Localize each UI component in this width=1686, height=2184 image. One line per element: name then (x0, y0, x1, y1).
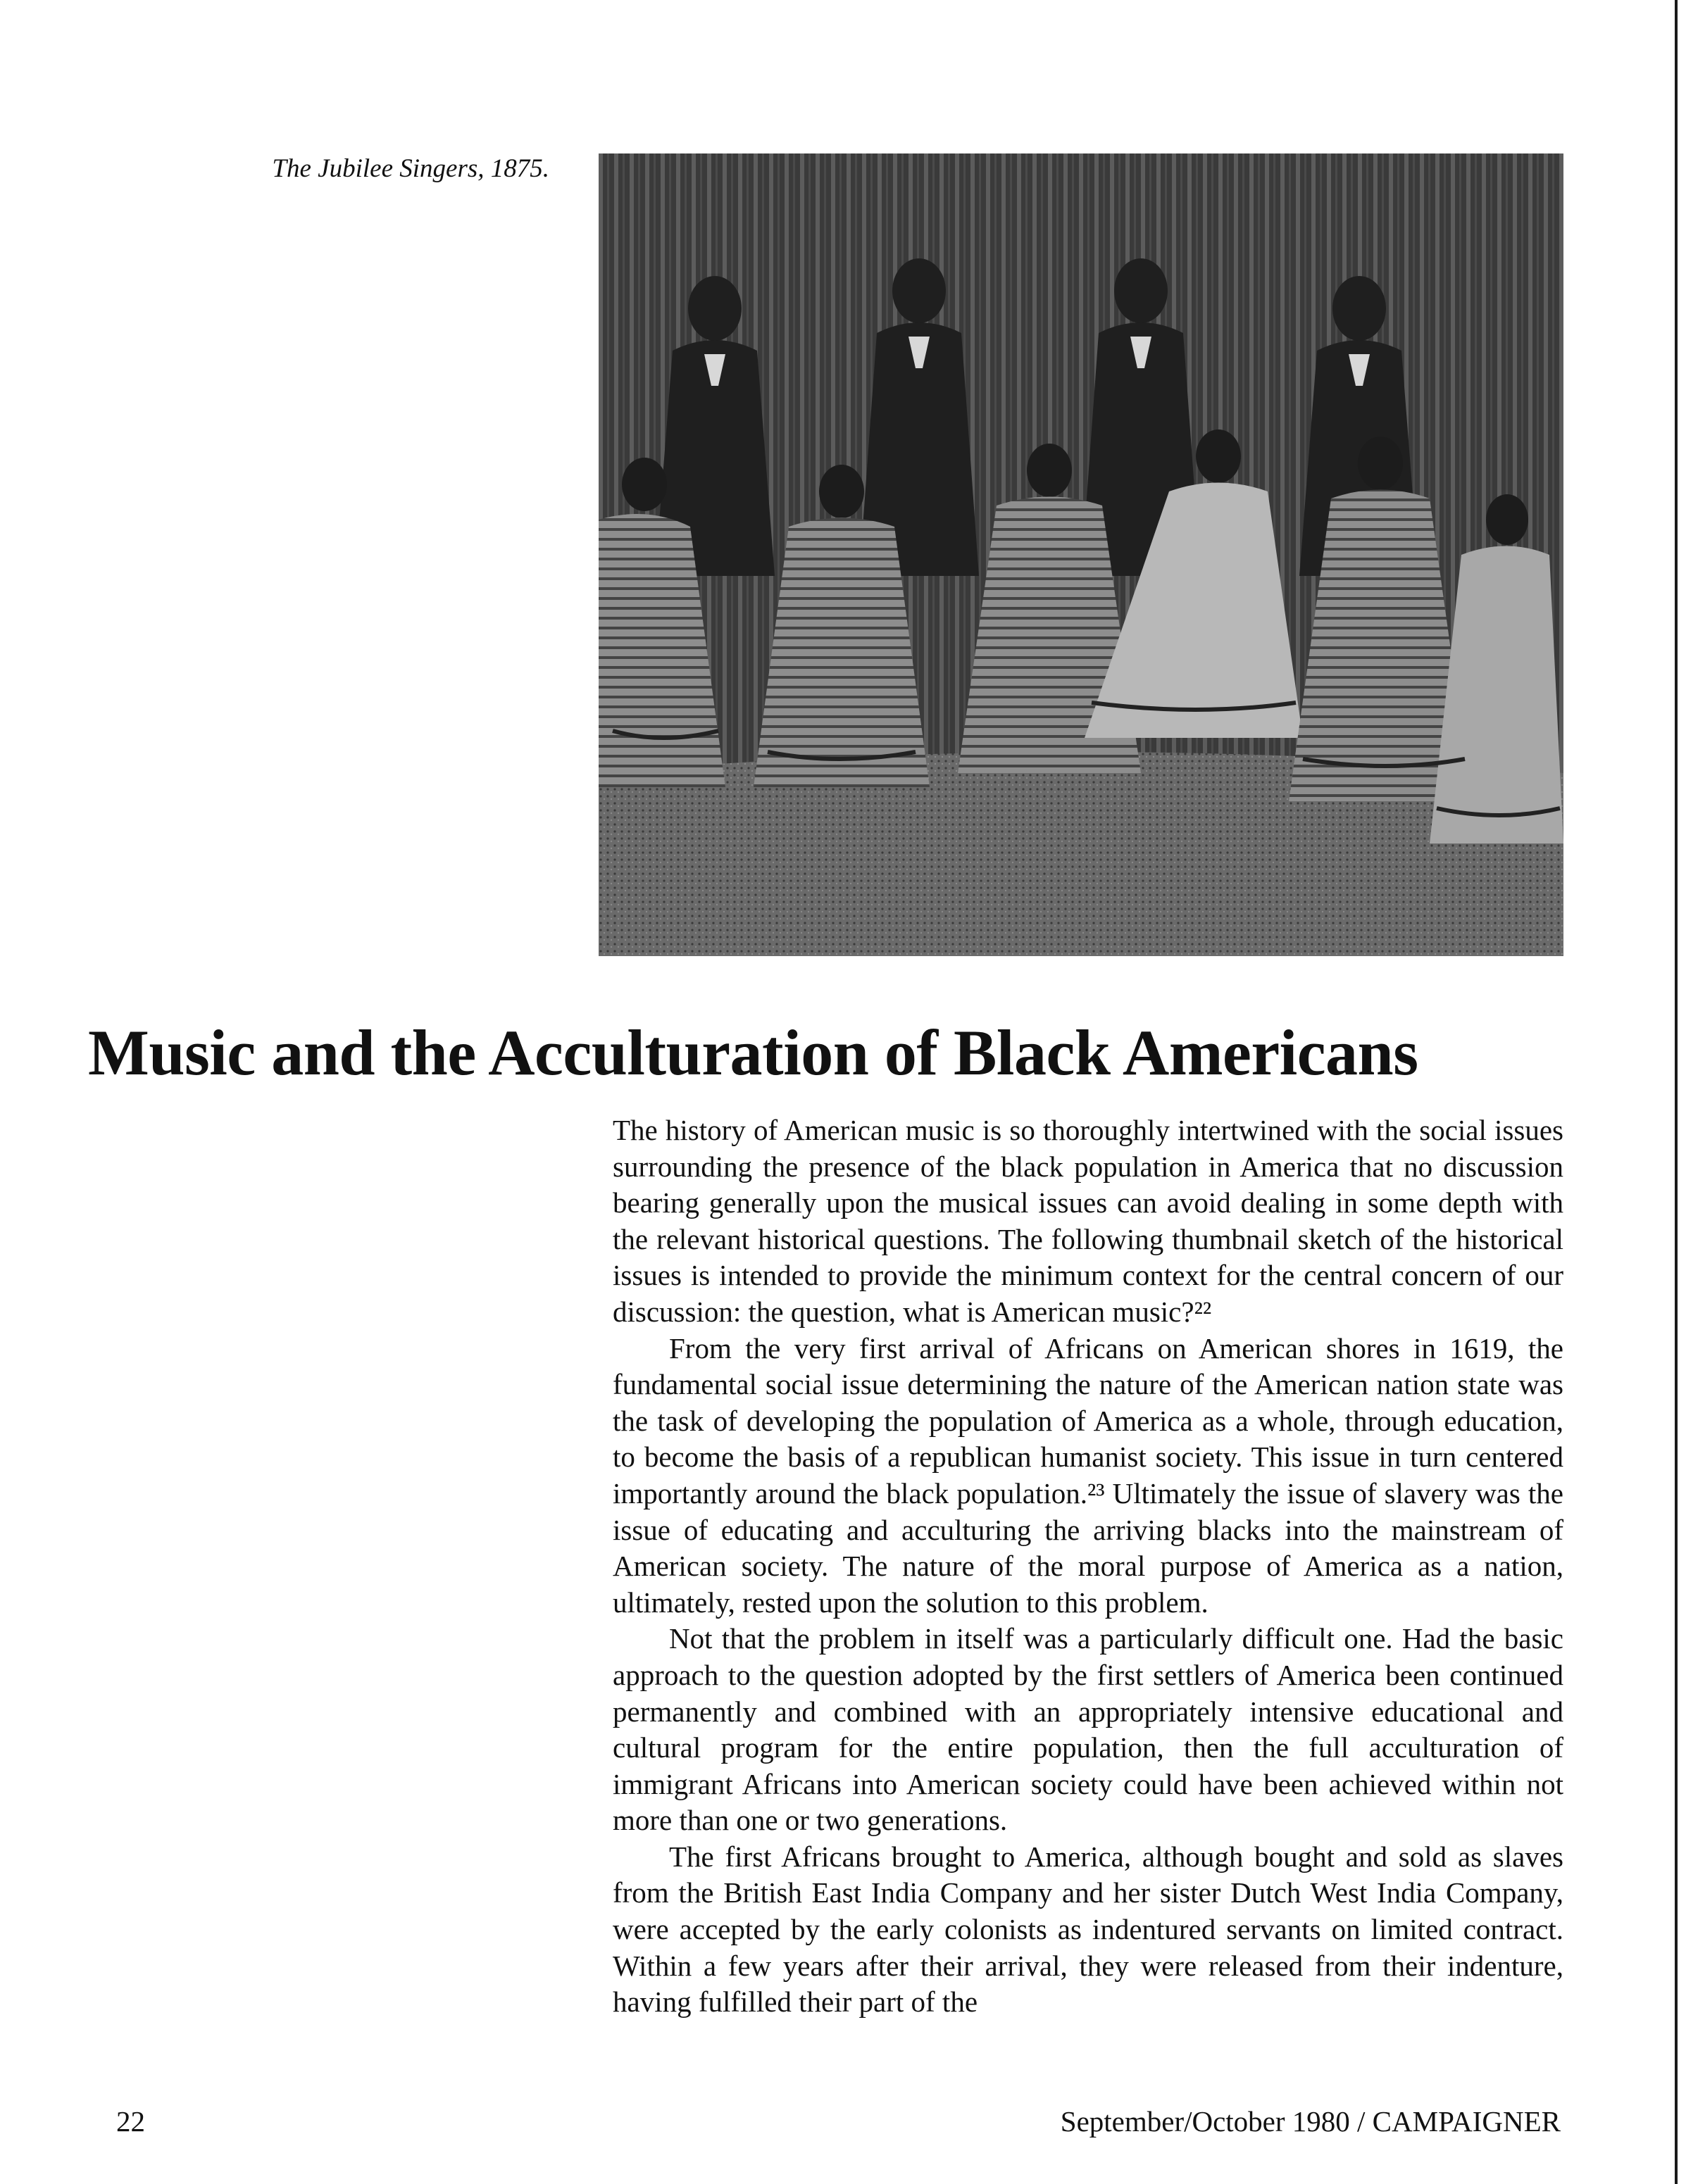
body-paragraph-4: The first Africans brought to America, although bought and sold as slaves from the British East India Company and her sister Dutch West India Company, were accepted by the early colonists as indentured servants on limited contract. Within a few years after their arrival, they were released from their indenture, having fulfilled their part of the (613, 1840, 1563, 2019)
body-paragraph-3: Not that the problem in itself was a particularly difficult one. Had the basic approach to the question adopted by the first settlers of America been continued permanently and combined with an appropriately intensive educational and cultural program for the entire population, then the full acculturation of immigrant Africans into American society could have been achieved within not more than one or two generations. (613, 1622, 1563, 1837)
page-edge-rule (1675, 0, 1678, 2184)
article-body (613, 1112, 1563, 2021)
running-footer: September/October 1980 / CAMPAIGNER (1060, 2105, 1561, 2138)
body-paragraph-1: The history of American music is so thoroughly intertwined with the social issues surrounding the presence of the black population in America that no discussion bearing generally upon the musical issues can avoid dealing in some depth with the relevant historical questions. The following thumbnail sketch of the historical issues is intended to provide the minimum context for the central concern of our discussion: the question, what is American music?²² (613, 1114, 1563, 1328)
photo-caption: The Jubilee Singers, 1875. (272, 154, 549, 183)
body-paragraph-2: From the very first arrival of Africans on American shores in 1619, the fundamental social issue determining the nature of the American nation state was the task of developing the population of America as a whole, through education, to become the basis of a republican humanist society. This issue in turn centered importantly around the black population.²³ Ultimately the issue of slavery was the issue of educating and acculturing the arriving blacks into the mainstream of American society. The nature of the moral purpose of America as a nation, ultimately, rested upon the solution to this problem. (613, 1331, 1563, 1619)
page-number: 22 (116, 2105, 145, 2138)
article-title: Music and the Acculturation of Black Americans (88, 1017, 1418, 1088)
jubilee-singers-photo (599, 153, 1563, 956)
group-portrait-engraving (599, 153, 1563, 956)
